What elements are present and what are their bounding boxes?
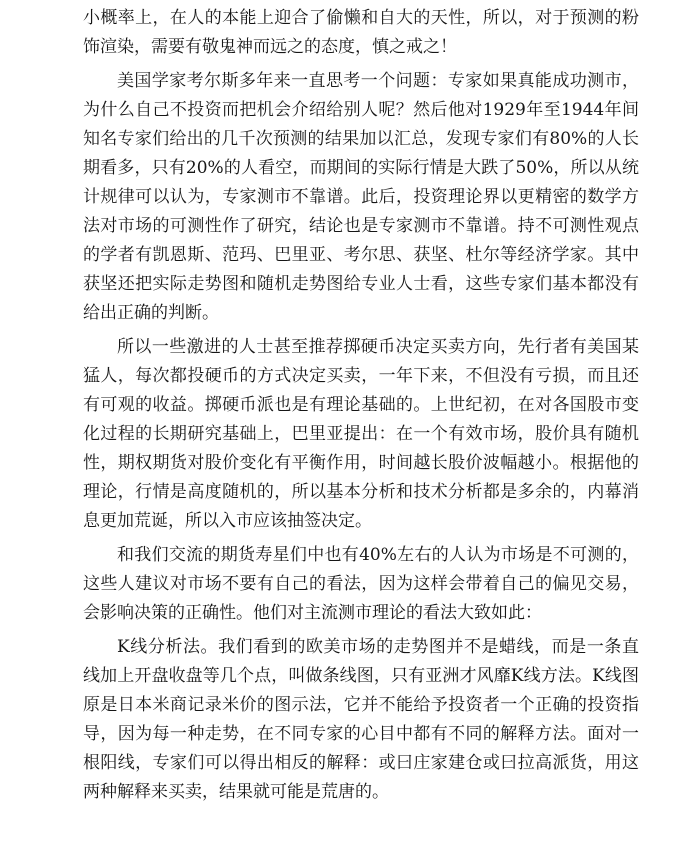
paragraph-futures-veterans: 和我们交流的期货寿星们中也有40%左右的人认为市场是不可测的，这些人建议对市场不要有自己的看法，因为这样会带着自己的偏见交易，会影响决策的正确性。他们对主流测市理论的看法大致如此： (83, 545, 639, 623)
paragraph-coin-flipping: 所以一些激进的人士甚至推荐掷硬币决定买卖方向，先行者有美国某猛人，每次都投硬币的方式决定买卖，一年下来，不但没有亏损，而且还有可观的收益。掷硬币派也是有理论基础的。上世纪初，在对各国股市变化过程的长期研究基础上，巴里亚提出：在一个有效市场，股价具有随机性，期权期货对股价变化有平衡作用，时间越长股价波幅越小。根据他的理论，行情是高度随机的，所以基本分析和技术分析都是多余的，内幕消息更加荒诞，所以入市应该抽签决定。 (83, 337, 639, 531)
document-page (83, 4, 639, 812)
paragraph-cowles-study: 美国学家考尔斯多年来一直思考一个问题：专家如果真能成功测市，为什么自己不投资而把机会介绍给别人呢？然后他对1929年至1944年间知名专家们给出的几千次预测的结果加以汇总，发现专家们有80%的人长期看多，只有20%的人看空，而期间的实际行情是大跌了50%，所以从统计规律可以认为，专家测市不靠谱。此后，投资理论界以更精密的数学方法对市场的可测性作了研究，结论也是专家测市不靠谱。持不可测性观点的学者有凯恩斯、范玛、巴里亚、考尔思、获坚、杜尔等经济学家。其中获坚还把实际走势图和随机走势图给专业人士看，这些专家们基本都没有给出正确的判断。 (83, 71, 639, 323)
paragraph-k-line-analysis: K线分析法。我们看到的欧美市场的走势图并不是蜡线，而是一条直线加上开盘收盘等几个点，叫做条线图，只有亚洲才风靡K线方法。K线图原是日本米商记录米价的图示法，它并不能给予投资者一个正确的投资指导，因为每一种走势，在不同专家的心目中都有不同的解释方法。面对一根阳线，专家们可以得出相反的解释：或曰庄家建仓或曰拉高派货，用这两种解释来买卖，结果就可能是荒唐的。 (83, 637, 639, 802)
paragraph-continuation: 小概率上，在人的本能上迎合了偷懒和自大的天性，所以，对于预测的粉饰渲染，需要有敬鬼神而远之的态度，慎之戒之！ (83, 8, 639, 57)
